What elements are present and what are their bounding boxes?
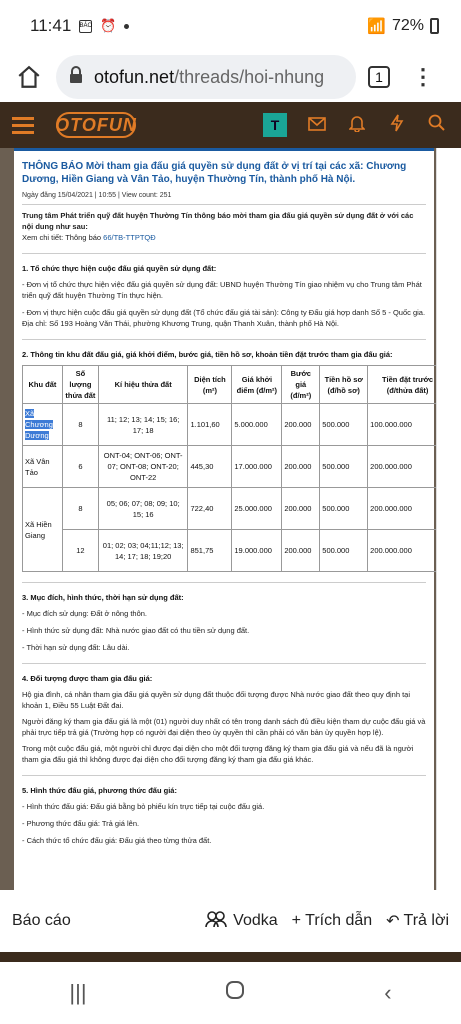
post-actions bbox=[0, 890, 461, 952]
search-icon[interactable] bbox=[427, 114, 447, 137]
table-row: 12 01; 02; 03; 04;11;12; 13; 14; 17; 18; 19;20 851,75 19.000.000 200.000 500.000 200.000.000 bbox=[23, 530, 448, 572]
mail-icon[interactable] bbox=[307, 115, 327, 136]
table-row: Xã Hiền Giang 8 05; 06; 07; 08; 09; 10; 15; 16 722,40 25.000.000 200.000 500.000 200.000.000 bbox=[23, 488, 448, 530]
alarm-icon: ⏰ bbox=[100, 18, 117, 33]
doc-detail-link[interactable]: 66/TB-TTPTQĐ bbox=[103, 233, 156, 242]
post-image bbox=[0, 148, 461, 890]
doc-detail: Xem chi tiết: Thông báo 66/TB-TTPTQĐ bbox=[22, 233, 156, 242]
status-time: 11:41 bbox=[30, 16, 72, 35]
doc-intro: Trung tâm Phát triển quỹ đất huyện Thường Tín thông báo mời tham gia đấu giá quyền sử dụng đất ở với các nội dung như sau: bbox=[22, 211, 414, 231]
menu-kebab-icon[interactable]: ⋮ bbox=[412, 64, 434, 89]
news-icon: BÁO bbox=[79, 20, 92, 33]
section-5-title: 5. Hình thức đấu giá, phương thức đấu giá: bbox=[22, 786, 177, 795]
system-nav-bar bbox=[0, 962, 461, 1024]
like-button[interactable]: Vodka bbox=[205, 910, 277, 933]
reply-icon: ↶ bbox=[386, 913, 400, 930]
site-logo[interactable]: OTOFUN bbox=[56, 112, 136, 138]
notification-dot-icon bbox=[124, 24, 129, 29]
bell-icon[interactable] bbox=[347, 114, 367, 137]
address-bar[interactable] bbox=[56, 55, 356, 99]
table-row: Xã Chương Dương 8 11; 12; 13; 14; 15; 16; 17; 18 1.101,60 5.000.000 200.000 500.000 100.000.000 bbox=[23, 404, 448, 446]
section-3-title: 3. Mục đích, hình thức, thời hạn sử dụng đất: bbox=[22, 593, 184, 602]
hamburger-menu-icon[interactable] bbox=[12, 113, 34, 138]
status-bar bbox=[0, 0, 461, 52]
auction-table: Khu đất Số lượng thửa đất Kí hiệu thửa đất Diện tích (m²) Giá khởi điểm (đ/m²) Bước giá (đ/m²) Tiền hồ sơ (đ/hồ sơ) Tiền đặt trước (đ/thửa đất) Xã Chương Dương 8 11; 12; 13; 14; 15; 16; 17; 18 1.101,60 5.000.000 200.000 500.000 100.000.000 Xã Vân Tảo 6 ONT-04; ONT-06; ONT-07; ONT-08; ONT-20; ONT-22 445,30 17.000.000 200.000 500.000 200.000.000 Xã Hiền Giang 8 05; 06; 07; 08; 09; 10; 15; 16 722,40 25.000.000 200.000 500.000 200.000.000 12 01; 02; 03; 04;11;12; 13; 14; 17; 18; 19;20 851,75 19.000.000 200.000 500.000 200.000.000 bbox=[22, 365, 448, 572]
browser-toolbar bbox=[0, 52, 461, 102]
table-row: Xã Vân Tảo 6 ONT-04; ONT-06; ONT-07; ONT-08; ONT-20; ONT-22 445,30 17.000.000 200.000 500.000 200.000.000 bbox=[23, 446, 448, 488]
user-avatar[interactable]: T bbox=[263, 113, 287, 137]
users-icon bbox=[205, 910, 227, 933]
section-4-title: 4. Đối tượng được tham gia đấu giá: bbox=[22, 674, 153, 683]
url-host: otofun.net bbox=[94, 66, 175, 87]
recents-icon[interactable]: ||| bbox=[69, 980, 87, 1005]
home-icon[interactable] bbox=[14, 62, 44, 92]
lightning-icon[interactable] bbox=[387, 114, 407, 137]
doc-sidebar bbox=[436, 148, 461, 890]
wifi-icon: 📶 bbox=[367, 18, 386, 35]
battery-icon bbox=[430, 18, 439, 34]
post-footer-strip bbox=[0, 952, 461, 962]
section-2-title: 2. Thông tin khu đất đấu giá, giá khởi điểm, bước giá, tiền hồ sơ, khoản tiền đặt trước tham gia đấu giá: bbox=[22, 350, 393, 359]
document-page: THÔNG BÁO Mời tham gia đấu giá quyền sử dụng đất ở vị trí tại các xã: Chương Dương, Hiền Giang và Vân Tảo, huyện Thường Tín, thành phố Hà Nội. Ngày đăng 15/04/2021 | 10:55 | View count: 251 Trung tâm Phát triển quỹ đất huyện Thường Tín thông báo mời tham gia đấu giá quyền sử dụng đất ở với các nội dung như sau: Xem chi tiết: Thông báo 66/TB-TTPTQĐ 1. Tổ chức thực hiện cuộc đấu giá quyền sử dụng đất: - Đơn vị tổ chức thực hiện việc đấu giá quyền sử dụng đất: UBND huyện Thường Tín giao nhiệm vụ cho Trung tâm Phát triển quỹ đất huyện Thường Tín thực hiện. - Đơn vị thực hiện cuộc đấu giá quyền sử dụng đất (Tổ chức đấu giá tài sản): Công ty Đấu giá hợp danh Số 5 - Quốc gia. Địa chỉ: Số 193 Hoàng Văn Thái, phường Khương Trung, quận Thanh Xuân, thành phố Hà Nội. 2. Thông tin khu đất đấu giá, giá khởi điểm, bước giá, tiền hồ sơ, khoản tiền đặt trước tham gia đấu giá: Khu đất Số lượng thửa đất Kí hiệu thửa đất Diện tích (m²) Giá khởi điểm (đ/m²) Bước giá (đ/m²) Tiền hồ sơ (đ/hồ sơ) Tiền đặt trước (đ/thửa đất) Xã Chương Dương 8 11; 12; 13; 14; 15; 16; 17; 18 1.101,60 5.000.000 200.000 500.000 100.000.000 Xã Vân Tảo 6 ONT-04; ONT-06; ONT-07; ONT-08; ONT-20; ONT-22 445,30 17.000.000 200.000 500.000 200.000.000 Xã Hiền Giang 8 05; 06; 07; 08; 09; 10; 15; 16 722,40 25.000.000 200.000 500.000 200.000.000 12 01; 02; 03; 04;11;12; 13; 14; 17; 18; 19;20 851,75 19.000.000 200.000 500.000 200.000.000 3. Mục đích, hình thức, thời hạn sử dụng đất: - Mục đích sử dụng: Đất ở nông thôn. - Hình thức sử dụng đất: Nhà nước giao đất có thu tiền sử dụng đất. - Thời hạn sử dụng đất: Lâu dài. 4. Đối tượng được tham gia đấu giá: Hộ gia đình, cá nhân tham gia đấu giá quyền sử dụng đất thuộc đối tượng được Nhà nước giao đất theo quy định tại khoản 1, Điều 55 Luật Đất đai. Người đăng ký tham gia đấu giá là một (01) người duy nhất có tên trong danh sách đủ điều kiện tham dự cuộc đấu giá và phải trực tiếp trả giá (Trường hợp có người đại diện theo ủy quyền thì cần phải có văn bản ủy quyền hợp lệ). Trong một cuộc đấu giá, một người chỉ được đại diện cho một đối tượng đăng ký tham gia đấu giá và nếu đã là người tham gia đấu giá thì không được đại diện cho đối tượng đăng ký tham gia đấu giá khác. 5. Hình thức đấu giá, phương thức đấu giá: - Hình thức đấu giá: Đấu giá bằng bỏ phiếu kín trực tiếp tại cuộc đấu giá. - Phương thức đấu giá: Trả giá lên. - Cách thức tổ chức đấu giá: Đấu giá theo từng thửa đất. bbox=[14, 148, 434, 890]
url-path: /threads/hoi-nhung bbox=[174, 66, 325, 87]
site-header bbox=[0, 102, 461, 148]
doc-title: THÔNG BÁO Mời tham gia đấu giá quyền sử dụng đất ở vị trí tại các xã: Chương Dương, Hiền Giang và Vân Tảo, huyện Thường Tín, thành phố Hà Nội. bbox=[22, 161, 407, 185]
quote-button[interactable]: + Trích dẫn bbox=[291, 912, 373, 929]
doc-meta: Ngày đăng 15/04/2021 | 10:55 | View count: 251 bbox=[22, 192, 172, 199]
battery-level: 72% bbox=[391, 17, 424, 34]
reply-button[interactable]: ↶ Trả lời bbox=[386, 912, 449, 930]
back-icon[interactable]: ‹ bbox=[384, 980, 392, 1005]
tab-switcher-button[interactable]: 1 bbox=[368, 66, 390, 88]
report-button[interactable]: Báo cáo bbox=[12, 912, 71, 929]
home-nav-icon[interactable] bbox=[225, 980, 245, 1006]
lock-icon bbox=[68, 66, 86, 89]
section-1-title: 1. Tổ chức thực hiện cuộc đấu giá quyền sử dụng đất: bbox=[22, 264, 217, 273]
